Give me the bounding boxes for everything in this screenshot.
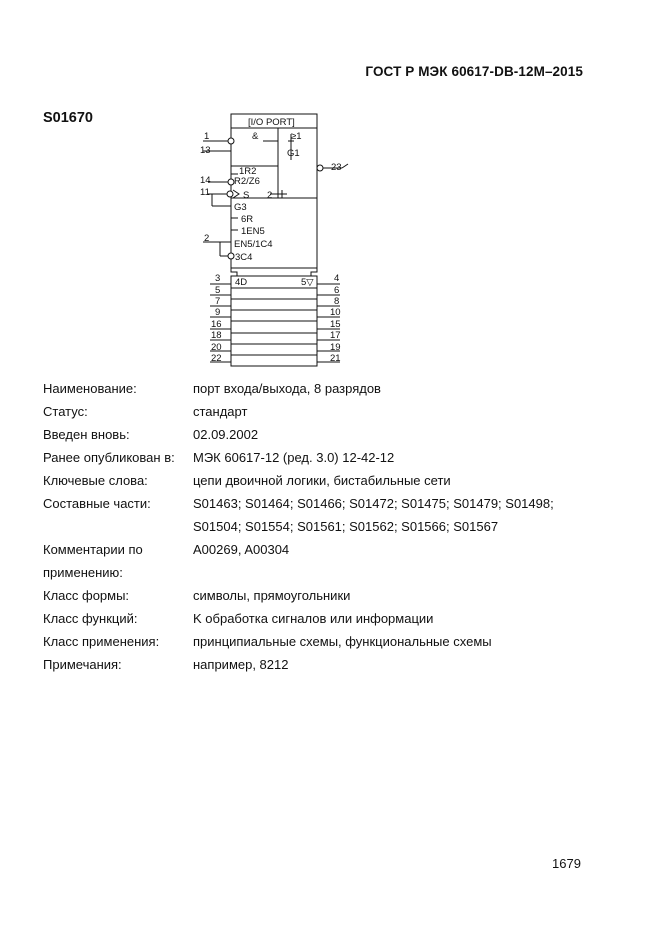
prop-label: Ключевые слова: [43,473,148,488]
pin-14: 14 [200,175,211,186]
r2z6-label: R2/Z6 [234,176,260,187]
r6-label: 6R [241,214,254,225]
pin-left: 5 [215,285,221,296]
prop-label [43,515,193,538]
pin-right: 15 [330,319,341,330]
and-label: & [252,131,259,142]
prop-row [43,561,603,584]
pin-23: 23 [331,162,342,173]
prop-label: Класс применения: [43,634,160,649]
prop-label: Класс формы: [43,588,130,603]
prop-row [43,538,603,561]
prop-row [43,423,603,446]
pin-3: 3 [215,273,221,284]
page-number: 1679 [552,856,581,871]
io-port-schematic [190,108,360,370]
prop-value: 02.09.2002 [193,427,259,442]
properties-table [43,377,603,676]
prop-row [43,400,603,423]
pin-right: 21 [330,353,341,364]
or-label: ≥1 [291,131,302,142]
g1-label: G1 [287,148,300,159]
prop-row [43,607,603,630]
prop-label: Статус: [43,404,88,419]
pin-right: 6 [334,285,340,296]
pin-left: 7 [215,296,221,307]
pin-11: 11 [200,187,210,198]
prop-label: Примечания: [43,657,122,672]
s-label: S [243,190,250,201]
two-label: 2 [267,190,273,201]
pin-left: 20 [211,342,222,353]
prop-row [43,492,603,515]
pin-4: 4 [334,273,340,284]
g3-label: G3 [234,202,247,213]
pin-left: 16 [211,319,222,330]
prop-label: Ранее опубликован в: [43,450,175,465]
en5c4-label: EN5/1C4 [234,239,273,250]
prop-row [43,377,603,400]
prop-label: Введен вновь: [43,427,130,442]
pin-right: 10 [330,307,341,318]
prop-value: порт входа/выхода, 8 разрядов [193,381,381,396]
pin-1: 1 [204,131,210,142]
pin-left: 22 [211,353,222,364]
prop-label: Комментарии по [43,542,143,557]
prop-value: принципиальные схемы, функциональные схемы [193,634,492,649]
prop-value: МЭК 60617-12 (ред. 3.0) 12-42-12 [193,450,395,465]
standard-header: ГОСТ Р МЭК 60617-DB-12M–2015 [365,64,583,79]
en5-label: 1EN5 [241,226,265,237]
pin-right: 19 [330,342,341,353]
prop-row [43,469,603,492]
symbol-code: S01670 [43,110,93,126]
r2-label: 1R2 [239,166,257,177]
prop-value: K обработка сигналов или информации [193,611,434,626]
prop-value: например, 8212 [193,657,289,672]
pin-13: 13 [200,145,211,156]
c4-label: 3C4 [235,252,253,263]
pin-2: 2 [204,233,210,244]
prop-value: S01504; S01554; S01561; S01562; S01566; S01567 [193,519,499,534]
pin-right: 8 [334,296,340,307]
out5-label: 5▽ [301,277,314,288]
d4-label: 4D [235,277,248,288]
prop-label: Составные части: [43,496,151,511]
io-port-title: [I/O PORT] [248,117,295,128]
prop-row [43,515,603,538]
pin-right: 17 [330,330,341,341]
prop-label: применению: [43,565,123,580]
prop-value [193,561,603,584]
prop-value: символы, прямоугольники [193,588,351,603]
prop-row [43,584,603,607]
prop-value: S01463; S01464; S01466; S01472; S01475; S01479; S01498; [193,496,554,511]
pin-left: 9 [215,307,221,318]
prop-value: цепи двоичной логики, бистабильные сети [193,473,451,488]
pin-left: 18 [211,330,222,341]
prop-row [43,630,603,653]
prop-row [43,653,603,676]
prop-value: A00269, A00304 [193,542,290,557]
prop-row [43,446,603,469]
prop-value: стандарт [193,404,248,419]
prop-label: Класс функций: [43,611,138,626]
prop-label: Наименование: [43,381,137,396]
